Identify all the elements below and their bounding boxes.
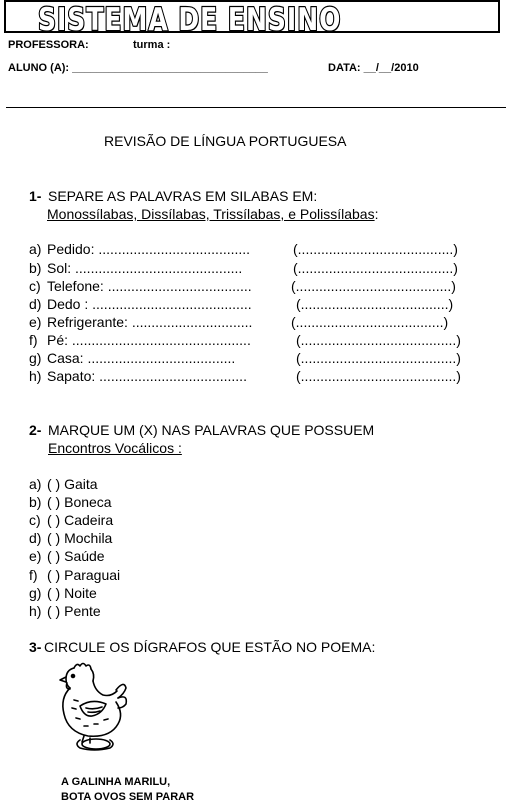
- item-word: Dedo : .........................................: [47, 296, 252, 312]
- q1-item: [29, 241, 250, 257]
- poem-line-2: BOTA OVOS SEM PARAR: [61, 791, 195, 803]
- q1-item: [29, 314, 252, 330]
- syllable-answer-blank[interactable]: (........................................): [296, 368, 461, 384]
- item-word: Casa: ......................................: [47, 350, 236, 366]
- hen-icon: [44, 660, 130, 752]
- q2-item[interactable]: [29, 548, 105, 564]
- q1-item: [29, 296, 252, 312]
- syllable-answer-blank[interactable]: (........................................): [296, 332, 461, 348]
- item-word: Telefone: .....................................: [47, 278, 252, 294]
- class-label: turma :: [133, 39, 171, 51]
- checkbox-option[interactable]: ( ) Boneca: [47, 494, 112, 510]
- page-title: REVISÃO DE LÍNGUA PORTUGUESA: [104, 133, 347, 149]
- poem-line-1: A GALINHA MARILU,: [61, 776, 171, 788]
- q2-subprompt: Encontros Vocálicos :: [48, 440, 182, 456]
- checkbox-option[interactable]: ( ) Mochila: [47, 530, 113, 546]
- syllable-answer-blank[interactable]: (........................................): [293, 241, 458, 257]
- item-letter: g): [29, 585, 42, 601]
- checkbox-option[interactable]: ( ) Cadeira: [47, 512, 114, 528]
- q3-prompt: CIRCULE OS DÍGRAFOS QUE ESTÃO NO POEMA:: [44, 639, 376, 655]
- q1-item: [29, 368, 247, 384]
- item-letter: a): [29, 476, 42, 492]
- item-letter: e): [29, 314, 42, 330]
- syllable-answer-blank[interactable]: (......................................): [296, 296, 454, 312]
- item-word: Refrigerante: ...............................: [47, 314, 253, 330]
- item-letter: h): [29, 603, 42, 619]
- item-letter: d): [29, 296, 42, 312]
- header-divider: [6, 107, 506, 108]
- q2-item[interactable]: [29, 603, 101, 619]
- q2-item[interactable]: [29, 567, 120, 583]
- item-letter: b): [29, 494, 42, 510]
- item-letter: g): [29, 350, 42, 366]
- teacher-label: PROFESSORA:: [8, 39, 89, 51]
- banner-title: SISTEMA DE ENSINO: [38, 1, 342, 38]
- q2-item[interactable]: [29, 585, 97, 601]
- syllable-answer-blank[interactable]: (........................................): [291, 278, 456, 294]
- item-letter: c): [29, 278, 41, 294]
- checkbox-option[interactable]: ( ) Pente: [47, 603, 101, 619]
- item-letter: d): [29, 530, 42, 546]
- checkbox-option[interactable]: ( ) Gaita: [47, 476, 98, 492]
- checkbox-option[interactable]: ( ) Paraguai: [47, 567, 121, 583]
- q2-item[interactable]: [29, 494, 112, 510]
- q3-number: 3-: [29, 639, 42, 655]
- q1-item: [29, 350, 235, 366]
- item-letter: e): [29, 548, 42, 564]
- item-letter: b): [29, 260, 42, 276]
- syllable-answer-blank[interactable]: (......................................): [291, 314, 449, 330]
- q2-prompt: MARQUE UM (X) NAS PALAVRAS QUE POSSUEM: [48, 422, 375, 438]
- q2-item[interactable]: [29, 512, 113, 528]
- checkbox-option[interactable]: ( ) Noite: [47, 585, 97, 601]
- item-word: Pé: ..............................................: [47, 332, 251, 348]
- q2-number: 2-: [29, 422, 42, 438]
- syllable-answer-blank[interactable]: (........................................): [293, 260, 458, 276]
- q1-subprompt: Monossílabas, Dissílabas, Trissílabas, e Polissílabas:: [47, 206, 379, 222]
- syllable-answer-blank[interactable]: (........................................): [296, 350, 461, 366]
- item-letter: f): [29, 567, 38, 583]
- item-word: Sapato: ......................................: [47, 368, 247, 384]
- item-word: Pedido: .......................................: [47, 241, 251, 257]
- item-letter: f): [29, 332, 38, 348]
- q1-item: [29, 332, 251, 348]
- student-label: ALUNO (A): ________________________________: [8, 62, 268, 74]
- q2-item[interactable]: [29, 530, 112, 546]
- q2-item[interactable]: [29, 476, 98, 492]
- checkbox-option[interactable]: ( ) Saúde: [47, 548, 105, 564]
- item-letter: c): [29, 512, 41, 528]
- q1-number: 1-: [29, 188, 42, 204]
- item-letter: h): [29, 368, 42, 384]
- q1-prompt: SEPARE AS PALAVRAS EM SILABAS EM:: [48, 188, 318, 204]
- school-banner: [4, 0, 500, 38]
- item-word: Sol: ...........................................: [47, 260, 243, 276]
- q1-item: [29, 278, 252, 294]
- q1-item: [29, 260, 242, 276]
- item-letter: a): [29, 241, 42, 257]
- date-label: DATA: __/__/2010: [328, 62, 419, 74]
